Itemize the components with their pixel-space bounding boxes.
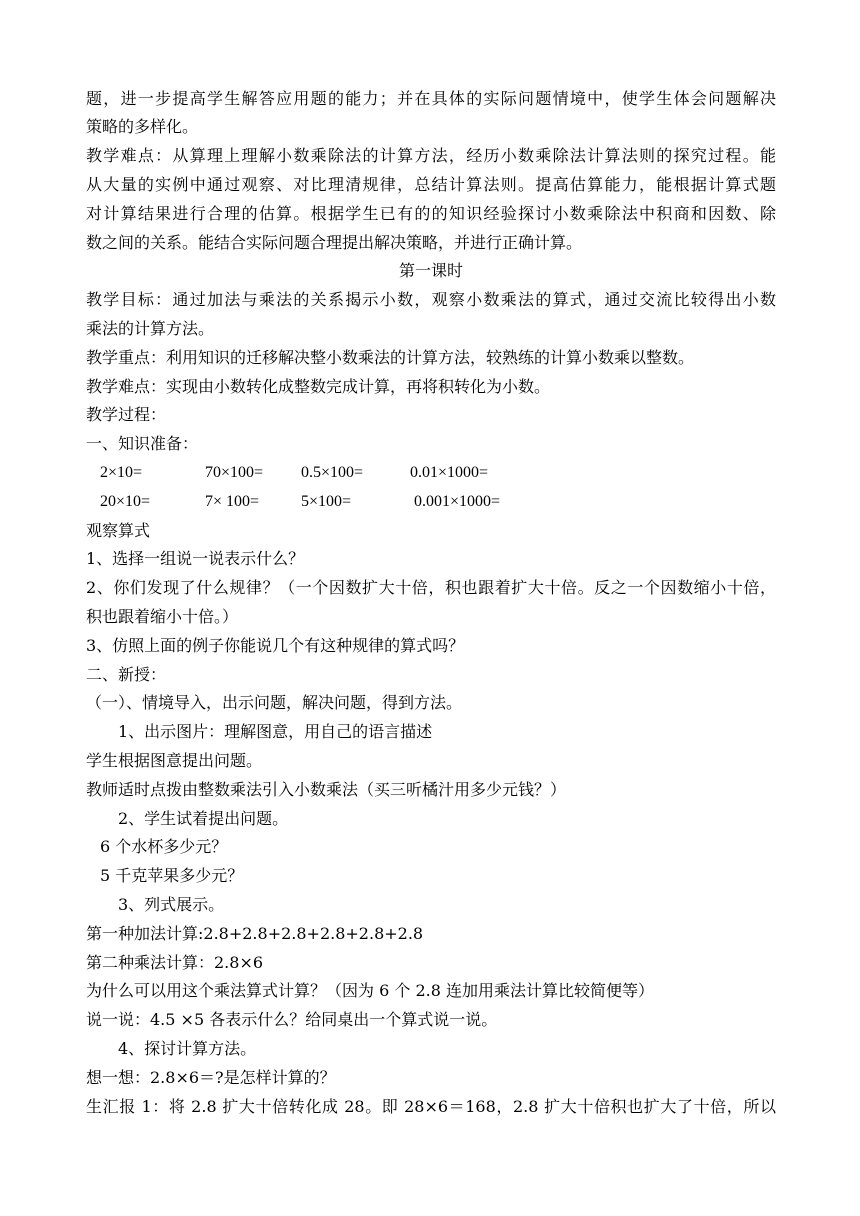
exercise-item: 7× 100= <box>205 493 260 510</box>
text-line: 第二种乘法计算：2.8×6 <box>86 953 264 972</box>
text-line: （一）、情境导入，出示问题，解决问题，得到方法。 <box>86 693 463 712</box>
text-line: 4、探讨计算方法。 <box>118 1039 257 1058</box>
text-line: 对计算结果进行合理的估算。根据学生已有的的知识经验探讨小数乘除法中积商和因数、除 <box>86 204 776 223</box>
text-line: 1、选择一组说一说表示什么？ <box>86 549 305 568</box>
text-line: 二、新授： <box>86 665 167 684</box>
exercise-item: 0.001×1000= <box>414 493 501 510</box>
text-line: 策略的多样化。 <box>86 117 199 136</box>
text-line: 说一说：4.5 ×5 各表示什么？给同桌出一个算式说一说。 <box>86 1010 498 1029</box>
text-line: 教学重点：利用知识的迁移解决整小数乘法的计算方法，较熟练的计算小数乘以整数。 <box>86 348 695 367</box>
section-heading: 第一课时 <box>398 261 463 280</box>
text-line: 从大量的实例中通过观察、对比理清规律，总结计算法则。提高估算能力，能根据计算式题 <box>86 175 776 194</box>
text-line: 学生根据图意提出问题。 <box>86 751 263 770</box>
exercise-row-1 <box>0 460 860 486</box>
text-line: 题，进一步提高学生解答应用题的能力；并在具体的实际问题情境中，使学生体会问题解决 <box>86 89 776 108</box>
text-line: 6 个水杯多少元？ <box>100 837 228 856</box>
text-line: 2、学生试着提出问题。 <box>118 809 289 828</box>
text-line: 教学目标：通过加法与乘法的关系揭示小数，观察小数乘法的算式，通过交流比较得出小数 <box>86 290 776 309</box>
exercise-item: 2×10= <box>100 464 143 481</box>
text-line: 第一种加法计算:2.8+2.8+2.8+2.8+2.8+2.8 <box>86 924 424 943</box>
text-line: 5 千克苹果多少元？ <box>100 866 244 885</box>
text-line: 1、出示图片：理解图意，用自己的语言描述 <box>118 722 433 741</box>
text-line: 为什么可以用这个乘法算式计算？（因为 6 个 2.8 连加用乘法计算比较简便等） <box>86 981 654 1000</box>
text-line: 乘法的计算方法。 <box>86 319 215 338</box>
exercise-row-2 <box>0 489 860 515</box>
text-line: 教学过程： <box>86 405 167 424</box>
text-line: 2、你们发现了什么规律？（一个因数扩大十倍，积也跟着扩大十倍。反之一个因数缩小十倍， <box>86 578 776 597</box>
text-line: 教师适时点拨由整数乘法引入小数乘法（买三听橘汁用多少元钱？） <box>86 780 567 799</box>
text-line: 教学难点：实现由小数转化成整数完成计算，再将积转化为小数。 <box>86 377 551 396</box>
text-line: 想一想：2.8×6＝?是怎样计算的？ <box>86 1068 336 1087</box>
text-line: 3、列式展示。 <box>118 895 225 914</box>
exercise-item: 0.01×1000= <box>410 464 489 481</box>
text-line: 积也跟着缩小十倍。） <box>86 607 239 626</box>
exercise-item: 0.5×100= <box>301 464 364 481</box>
text-line: 数之间的关系。能结合实际问题合理提出解决策略，并进行正确计算。 <box>86 233 583 252</box>
exercise-item: 5×100= <box>301 493 352 510</box>
text-line: 观察算式 <box>86 521 151 540</box>
exercise-item: 20×10= <box>100 493 151 510</box>
exercise-item: 70×100= <box>205 464 264 481</box>
text-line: 一、知识准备： <box>86 434 199 453</box>
text-line: 生汇报 1：将 2.8 扩大十倍转化成 28。即 28×6＝168，2.8 扩大十倍积也扩大了十倍，所以 <box>86 1097 776 1116</box>
text-line: 3、仿照上面的例子你能说几个有这种规律的算式吗？ <box>86 636 465 655</box>
text-line: 教学难点：从算理上理解小数乘除法的计算方法，经历小数乘除法计算法则的探究过程。能 <box>86 146 776 165</box>
